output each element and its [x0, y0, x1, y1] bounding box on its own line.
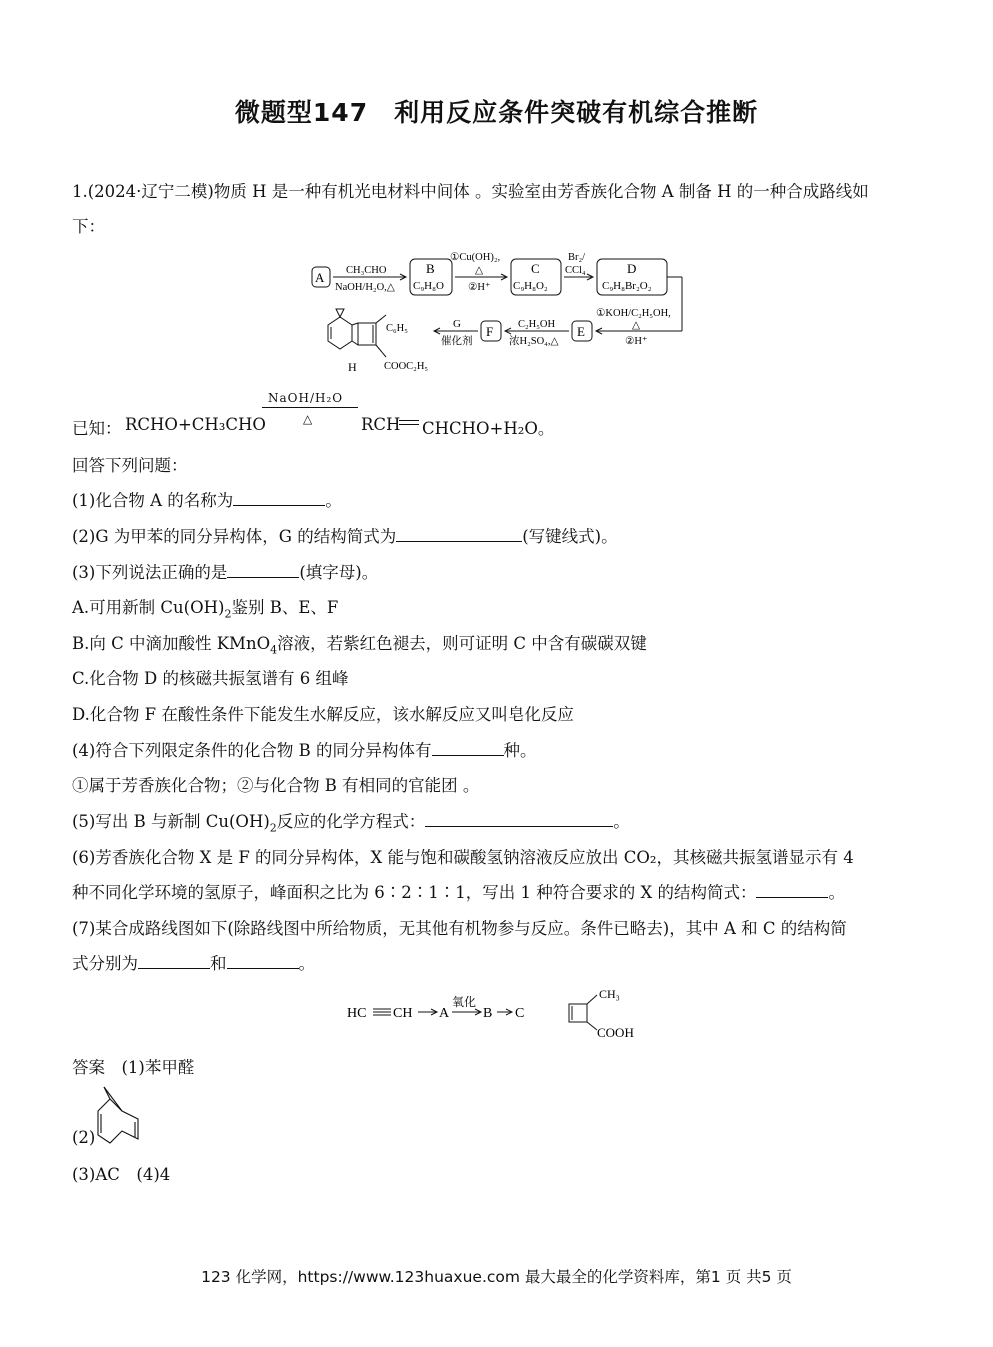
question-intro-line1: 1.(2024·辽宁二模)物质 H 是一种有机光电材料中间体 。实验室由芳香族化合物 A 制备 H 的一种合成路线如 — [72, 182, 869, 201]
page-footer: 123 化学网，https://www.123huaxue.com 最大最全的化学资料库，第1 页 共5 页 — [201, 1268, 792, 1286]
q5-end: 。 — [613, 812, 630, 831]
q7-text: 式分别为 — [72, 954, 138, 973]
q4-end: 种。 — [503, 741, 537, 760]
question-3 — [72, 559, 378, 583]
route-A: A — [439, 1006, 450, 1021]
scheme-formula-B: C₉H₈O — [413, 280, 444, 292]
route-condition: 氧化 — [452, 995, 477, 1009]
q5-sub: 2 — [269, 821, 277, 835]
arrow1-top: CH₃CHO — [346, 265, 387, 276]
arrow4-mid: △ — [632, 320, 641, 331]
arrow4-bottom: ②H⁺ — [625, 336, 648, 347]
known-reactant: RCHO+CH₃CHO — [125, 415, 266, 434]
q6-end: 。 — [828, 883, 845, 902]
q5-blank[interactable] — [425, 812, 613, 827]
question-intro-line2: 下： — [72, 217, 105, 236]
H-substituent-phenyl: C₆H₅ — [386, 323, 408, 334]
question-2 — [72, 523, 618, 547]
q3-text: (3)下列说法正确的是 — [72, 563, 228, 582]
option-D: D.化合物 F 在酸性条件下能发生水解反应，该水解反应又叫皂化反应 — [72, 705, 574, 724]
q7-and: 和 — [210, 954, 227, 973]
arrow1-bottom: NaOH/H₂O,△ — [335, 282, 395, 293]
scheme-formula-C: C₉H₈O₂ — [513, 280, 548, 292]
route-B: B — [483, 1006, 493, 1021]
question-5 — [72, 808, 630, 834]
optA-text: A.可用新制 Cu(OH) — [72, 598, 225, 617]
route-sub-CH3: CH₃ — [599, 987, 620, 1001]
question-4-condition: ①属于芳香族化合物；②与化合物 B 有相同的官能团 。 — [72, 776, 480, 795]
route-sub-COOH: COOH — [597, 1025, 634, 1040]
question-1 — [72, 487, 342, 511]
double-bond-symbol — [399, 420, 419, 425]
arrow2-mid: △ — [475, 265, 484, 276]
optB-text: B.向 C 中滴加酸性 KMnO — [72, 634, 271, 653]
known-arrow-line — [262, 407, 358, 408]
scheme-label-B: B — [426, 261, 435, 276]
optB-text2: 溶液，若紫红色褪去，则可证明 C 中含有碳碳双键 — [277, 634, 647, 653]
answer-prompt: 回答下列问题： — [72, 456, 188, 475]
q6-text: 种不同化学环境的氢原子，峰面积之比为 6∶2∶1∶1，写出 1 种符合要求的 X 的结构简式： — [72, 883, 757, 902]
q7-blank-A[interactable] — [138, 954, 210, 969]
arrow5-bottom: 浓H₂SO₄,△ — [509, 336, 559, 347]
arrow2-top: ①Cu(OH)₂, — [450, 252, 501, 263]
scheme-label-H: H — [348, 360, 357, 374]
q3-end: (填字母)。 — [299, 563, 379, 582]
known-condition-top: NaOH/H₂O — [268, 391, 344, 405]
q7-blank-C[interactable] — [227, 954, 299, 969]
scheme-label-C: C — [531, 261, 540, 276]
answer-3-4: (3)AC (4)4 — [72, 1165, 171, 1184]
route-start-HC: HC — [347, 1006, 367, 1021]
q4-blank[interactable] — [432, 741, 504, 756]
arrow3-bottom: CCl₄ — [565, 265, 586, 276]
q2-end: (写键线式)。 — [522, 527, 618, 546]
page-title: 微题型147 利用反应条件突破有机综合推断 — [234, 98, 759, 127]
answer-2-label: (2) — [72, 1128, 96, 1147]
answer-1: 答案 (1)苯甲醛 — [72, 1058, 195, 1077]
q5-text2: 反应的化学方程式： — [276, 812, 426, 831]
synthesis-scheme — [300, 245, 700, 380]
optA-sub: 2 — [224, 607, 232, 621]
question-6-line1: (6)芳香族化合物 X 是 F 的同分异构体，X 能与饱和碳酸氢钠溶液反应放出 CO₂，其核磁共振氢谱显示有 4 — [72, 848, 854, 867]
scheme-label-A: A — [315, 270, 325, 285]
q7-end: 。 — [298, 954, 315, 973]
q2-text: (2)G 为甲苯的同分异构体，G 的结构简式为 — [72, 527, 397, 546]
scheme-label-F: F — [486, 324, 494, 339]
arrow6-top: G — [453, 318, 461, 330]
known-product-right: CHCHO+H₂O。 — [422, 419, 555, 438]
route-start-CH: CH — [393, 1006, 413, 1021]
H-substituent-ester: COOC₂H₅ — [384, 361, 429, 372]
known-condition-bottom: △ — [303, 412, 313, 426]
scheme-label-D: D — [627, 261, 637, 276]
q4-text: (4)符合下列限定条件的化合物 B 的同分异构体有 — [72, 741, 432, 760]
q1-text: (1)化合物 A 的名称为 — [72, 491, 234, 510]
q3-blank[interactable] — [227, 563, 299, 578]
q2-blank[interactable] — [396, 527, 522, 542]
arrow4-top: ①KOH/C₂H₅OH, — [596, 308, 671, 319]
arrow3-top: Br₂/ — [568, 252, 586, 263]
q1-end: 。 — [325, 491, 342, 510]
arrow6-bottom: 催化剂 — [441, 336, 473, 347]
arrow2-bottom: ②H⁺ — [468, 282, 491, 293]
optB-sub: 4 — [270, 643, 278, 657]
question-4 — [72, 737, 537, 761]
q6-blank[interactable] — [756, 883, 828, 898]
question-6-line2 — [72, 879, 845, 903]
question-7-line1: (7)某合成路线图如下(除路线图中所给物质，无其他有机物参与反应。条件已略去)，其中 A 和 C 的结构简 — [72, 919, 847, 938]
route-scheme — [345, 983, 655, 1043]
q1-blank[interactable] — [233, 491, 325, 506]
q5-text: (5)写出 B 与新制 Cu(OH) — [72, 812, 270, 831]
option-C: C.化合物 D 的核磁共振氢谱有 6 组峰 — [72, 669, 349, 688]
question-7-line2 — [72, 950, 315, 974]
route-C: C — [515, 1006, 525, 1021]
arrow5-top: C₂H₅OH — [518, 319, 556, 330]
known-product-left: RCH — [361, 415, 401, 434]
known-label: 已知： — [72, 419, 122, 438]
scheme-formula-D: C₉H₈Br₂O₂ — [602, 280, 652, 292]
scheme-label-E: E — [577, 324, 585, 339]
option-A — [72, 594, 338, 620]
option-B — [72, 630, 647, 656]
optA-text2: 鉴别 B、E、F — [231, 598, 339, 617]
answer-2-structure — [92, 1085, 142, 1145]
